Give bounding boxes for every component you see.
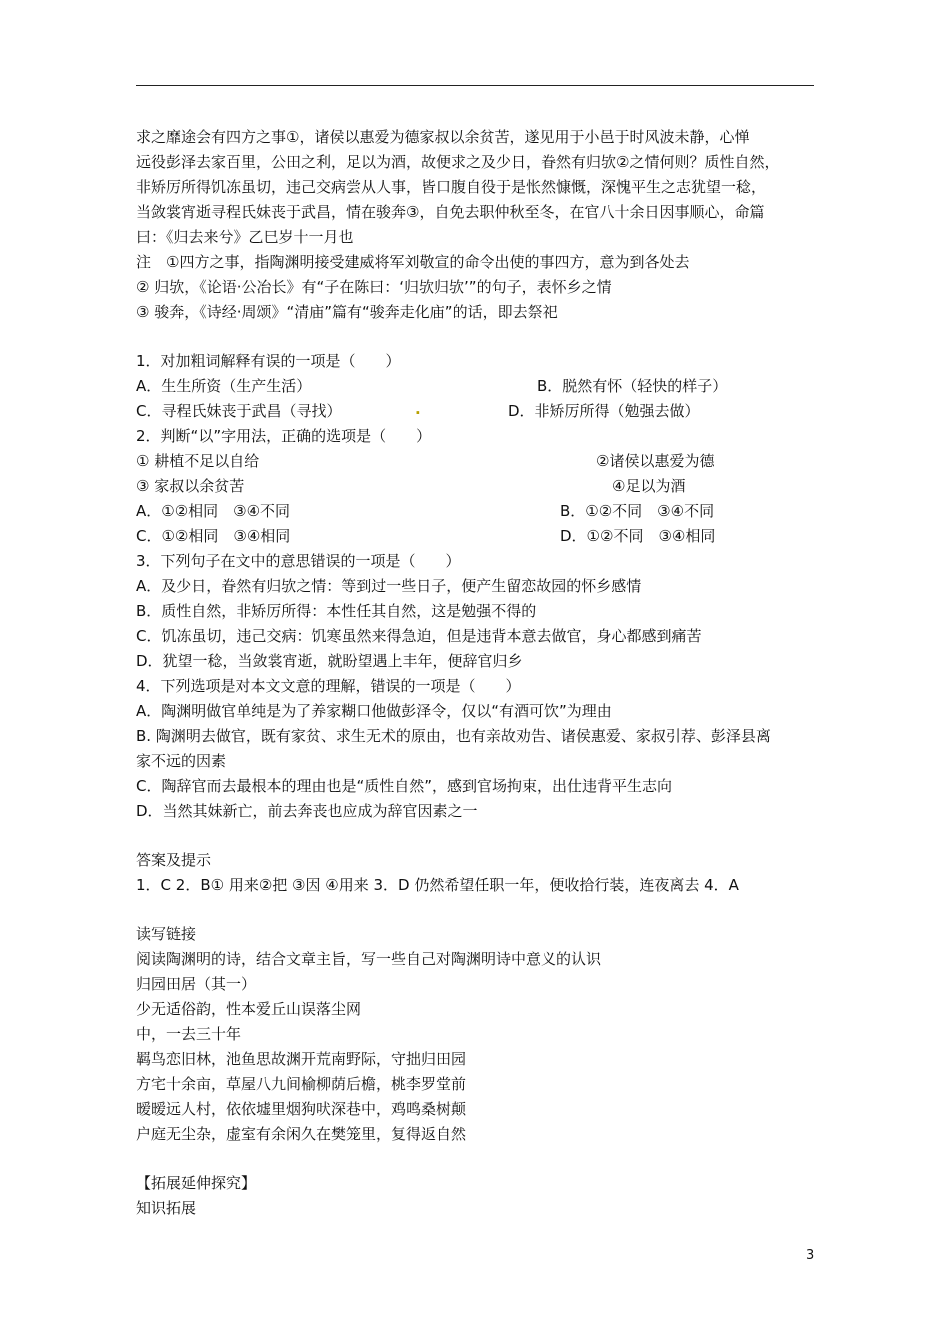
question-1-option-a: A．生生所资（生产生活）	[136, 377, 312, 395]
question-2-stem: 2．判断“以”字用法，正确的选项是（ ）	[136, 427, 432, 445]
poem-line: 户庭无尘杂，虚室有余闲久在樊笼里，复得返自然	[136, 1125, 467, 1143]
page-number: 3	[806, 1248, 815, 1263]
question-3-option-a: A．及少日，眷然有归欤之情：等到过一些日子，便产生留恋故园的怀乡感情	[136, 577, 642, 595]
question-3-stem: 3．下列句子在文中的意思错误的一项是（ ）	[136, 552, 461, 570]
passage-line: 远役彭泽去家百里，公田之利，足以为酒，故便求之及少日，眷然有归欤②之情何则？质性自然，	[136, 153, 780, 171]
question-4-option-b-cont: 家不远的因素	[136, 752, 227, 770]
question-3-option-c: C．饥冻虽切，违己交病：饥寒虽然来得急迫，但是违背本意去做官，身心都感到痛苦	[136, 627, 702, 645]
question-4-option-b: B. 陶渊明去做官，既有家贫、求生无术的原由，也有亲故劝告、诸侯惠爱、家叔引荐、彭泽县离	[136, 727, 771, 745]
question-1-option-d: D．非矫厉所得（勉强去做）	[508, 402, 700, 420]
question-2-item-4: ④足以为酒	[612, 477, 686, 495]
passage-line: 求之靡途会有四方之事①，诸侯以惠爱为德家叔以余贫苦，遂见用于小邑于时风波未静，心惮	[136, 128, 750, 146]
question-3-option-d: D．犹望一稔，当敛裳宵逝，就盼望遇上丰年，便辞官归乡	[136, 652, 523, 670]
question-4-option-d: D．当然其妹新亡，前去奔丧也应成为辞官因素之一	[136, 802, 478, 820]
question-4-option-a: A．陶渊明做官单纯是为了养家糊口他做彭泽令，仅以“有酒可饮”为理由	[136, 702, 612, 720]
reading-prompt: 阅读陶渊明的诗，结合文章主旨，写一些自己对陶渊明诗中意义的认识	[136, 950, 602, 968]
answers-heading: 答案及提示	[136, 851, 212, 869]
poem-title: 归园田居（其一）	[136, 975, 257, 993]
question-2-item-2: ②诸侯以惠爱为德	[596, 452, 715, 470]
question-2-option-c: C．①②相同 ③④相同	[136, 527, 291, 545]
question-4-stem: 4．下列选项是对本文文意的理解，错误的一项是（ ）	[136, 677, 521, 695]
question-2-option-d: D．①②不同 ③④相同	[560, 527, 716, 545]
note-line: ② 归欤，《论语·公冶长》有“子在陈曰：‘归欤归欤’”的句子，表怀乡之情	[136, 278, 612, 296]
question-2-option-a: A．①②相同 ③④不同	[136, 502, 291, 520]
poem-line: 暧暧远人村，依依墟里烟狗吠深巷中，鸡鸣桑树颠	[136, 1100, 467, 1118]
reading-heading: 读写链接	[136, 925, 197, 943]
note-line: 注 ①四方之事，指陶渊明接受建威将军刘敬宣的命令出使的事四方，意为到各处去	[136, 253, 690, 271]
poem-line: 少无适俗韵，性本爱丘山误落尘网	[136, 1000, 362, 1018]
question-2-item-3: ③ 家叔以余贫苦	[136, 477, 245, 495]
question-2-option-b: B．①②不同 ③④不同	[560, 502, 715, 520]
poem-line: 方宅十余亩，草屋八九间榆柳荫后檐，桃李罗堂前	[136, 1075, 467, 1093]
question-1-option-b: B．脱然有怀（轻快的样子）	[537, 377, 728, 395]
poem-line: 中，一去三十年	[136, 1025, 242, 1043]
question-1-option-c: C．寻程氏妹丧于武昌（寻找）	[136, 402, 342, 420]
question-3-option-b: B．质性自然，非矫厉所得：本性任其自然，这是勉强不得的	[136, 602, 537, 620]
passage-line: 当敛裳宵逝寻程氏妹丧于武昌，情在骏奔③，自免去职仲秋至冬，在官八十余日因事顺心，命篇	[136, 203, 765, 221]
poem-line: 羁鸟恋旧林，池鱼思故渊开荒南野际，守拙归田园	[136, 1050, 467, 1068]
question-1-stem: 1．对加粗词解释有误的一项是（ ）	[136, 352, 401, 370]
passage-line: 曰：《归去来兮》乙巳岁十一月也	[136, 228, 354, 246]
answers-text: 1．C 2．B① 用来②把 ③因 ④用来 3．D 仍然希望任职一年，便收拾行装，连夜离去 4．A	[136, 876, 739, 894]
extension-subheading: 知识拓展	[136, 1199, 197, 1217]
note-line: ③ 骏奔，《诗经·周颂》“清庙”篇有“骏奔走化庙”的话，即去祭祀	[136, 303, 558, 321]
question-2-item-1: ① 耕植不足以自给	[136, 452, 260, 470]
stray-dot: .	[415, 400, 421, 418]
header-rule	[136, 85, 814, 86]
passage-line: 非矫厉所得饥冻虽切，违己交病尝从人事，皆口腹自役于是怅然慷慨，深愧平生之志犹望一稔，	[136, 178, 767, 196]
extension-heading: 【拓展延伸探究】	[136, 1174, 257, 1192]
question-4-option-c: C．陶辞官而去最根本的理由也是“质性自然”，感到官场拘束，出仕违背平生志向	[136, 777, 673, 795]
